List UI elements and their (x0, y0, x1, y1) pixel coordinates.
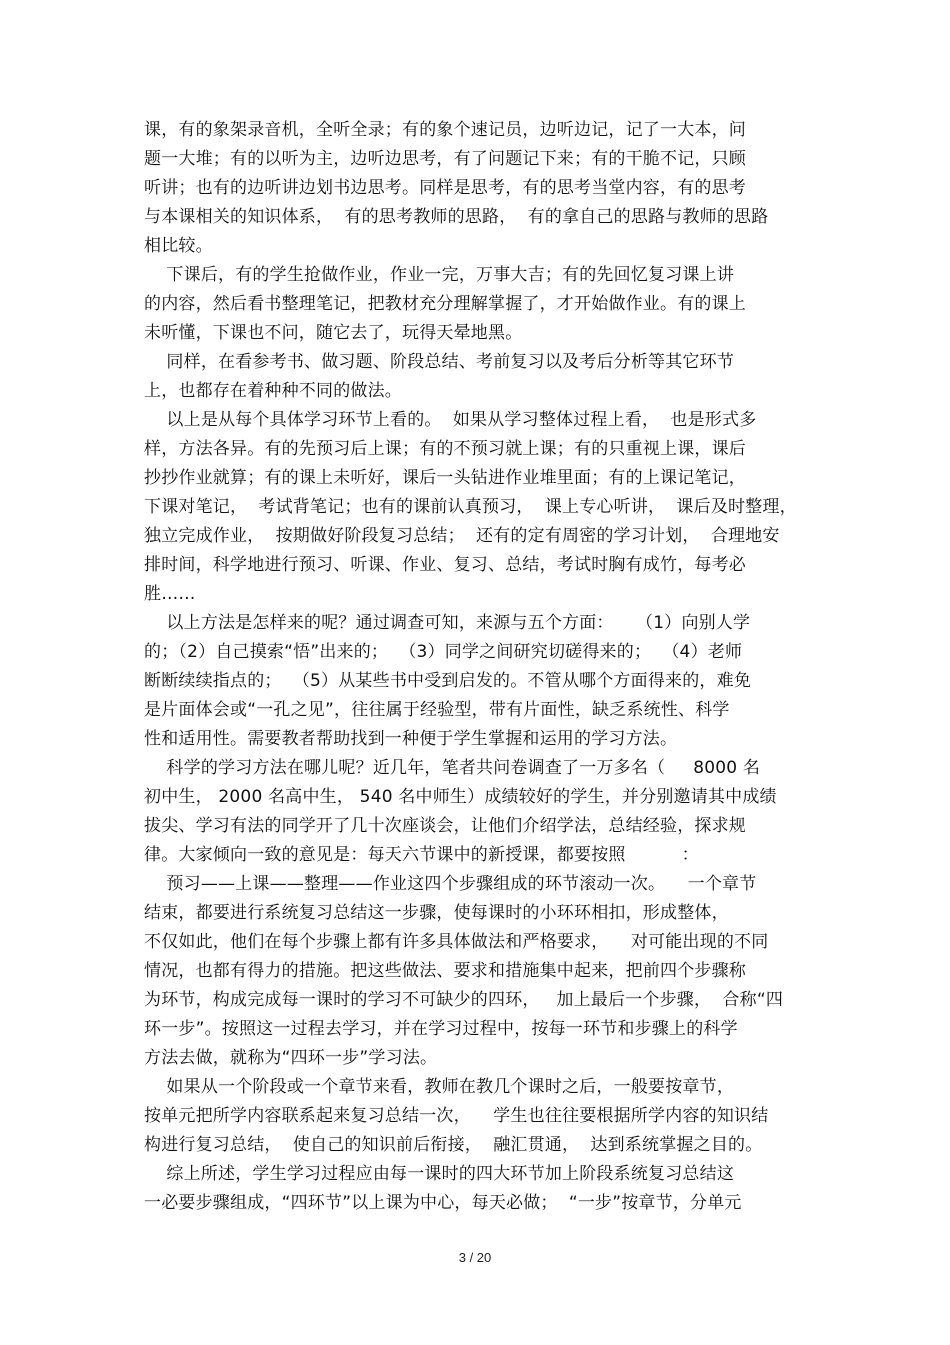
text-line: 情况，也都有得力的措施。把这些做法、要求和措施集中起来，把前四个步骤称 (144, 961, 746, 981)
text-line: 如果从一个阶段或一个章节来看，教师在教几个课时之后，一般要按章节， (144, 1077, 735, 1097)
page-number: 3 / 20 (458, 1250, 492, 1265)
text-line: 题一大堆；有的以听为主，边听边思考，有了问题记下来；有的干脆不记，只顾 (144, 149, 746, 169)
text-line: 听讲；也有的边听讲边划书边思考。同样是思考，有的思考当堂内容，有的思考 (144, 178, 746, 198)
text-line: 以上方法是怎样来的呢？通过调查可知，来源与五个方面： （1）向别人学 (144, 613, 751, 633)
text-line: 课，有的象架录音机，全听全录；有的象个速记员，边听边记，记了一大本，问 (144, 120, 746, 140)
text-line: 环一步”。按照这一过程去学习，并在学习过程中，按每一环节和步骤上的科学 (144, 1019, 738, 1039)
body-text (144, 116, 814, 1218)
text-line: 同样，在看参考书、做习题、阶段总结、考前复习以及考后分析等其它环节 (144, 352, 735, 372)
text-line: 上，也都存在着种种不同的做法。 (144, 381, 402, 401)
text-line: 律。大家倾向一致的意见是：每天六节课中的新授课，都要按照 ： (144, 845, 699, 865)
text-line: 的；（2）自己摸索“悟”出来的； （3）同学之间研究切磋得来的； （4）老师 (144, 642, 743, 662)
text-line: 相比较。 (144, 236, 213, 256)
text-line: 不仅如此，他们在每个步骤上都有许多具体做法和严格要求， 对可能出现的不同 (144, 932, 769, 952)
text-line: 断断续续指点的； （5）从某些书中受到启发的。不管从哪个方面得来的，难免 (144, 671, 752, 691)
text-line: 以上是从每个具体学习环节上看的。 如果从学习整体过程上看， 也是形式多 (144, 410, 757, 430)
text-line: 样，方法各异。有的先预习后上课；有的不预习就上课；有的只重视上课，课后 (144, 439, 746, 459)
text-line: 与本课相关的知识体系， 有的思考教师的思路， 有的拿自己的思路与教师的思路 (144, 207, 769, 227)
text-line: 初中生， 2000 名高中生， 540 名中师生）成绩较好的学生，并分别邀请其中成绩 (144, 787, 777, 807)
text-line: 预习——上课——整理——作业这四个步骤组成的环节滚动一次。 一个章节 (144, 874, 757, 894)
text-line: 综上所述，学生学习过程应由每一课时的四大环节加上阶段系统复习总结这 (144, 1164, 735, 1184)
text-line: 排时间，科学地进行预习、听课、作业、复习、总结，考试时胸有成竹，每考必 (144, 555, 746, 575)
text-line: 性和适用性。需要教者帮助找到一种便于学生掌握和运用的学习方法。 (144, 729, 678, 749)
text-line: 独立完成作业， 按期做好阶段复习总结； 还有的定有周密的学习计划， 合理地安 (144, 526, 780, 546)
text-line: 拔尖、学习有法的同学开了几十次座谈会，让他们介绍学法，总结经验，探求规 (144, 816, 746, 836)
text-line: 抄抄作业就算；有的课上未听好，课后一头钻进作业堆里面；有的上课记笔记， (144, 468, 746, 488)
text-line: 是片面体会或“一孔之见”，往往属于经验型，带有片面性，缺乏系统性、科学 (144, 700, 730, 720)
text-line: 下课对笔记， 考试背笔记；也有的课前认真预习， 课上专心听讲， 课后及时整理， (144, 497, 797, 517)
text-line: 结束，都要进行系统复习总结这一步骤，使每课时的小环环相扣，形成整体， (144, 903, 729, 923)
text-line: 方法去做，就称为“四环一步”学习法。 (144, 1048, 438, 1068)
text-line: 下课后，有的学生抢做作业，作业一完，万事大吉；有的先回忆复习课上讲 (144, 265, 735, 285)
text-line: 按单元把所学内容联系起来复习总结一次， 学生也往往要根据所学内容的知识结 (144, 1106, 769, 1126)
text-line: 的内容，然后看书整理笔记，把教材充分理解掌握了，才开始做作业。有的课上 (144, 294, 746, 314)
text-line: 一必要步骤组成，“四环节”以上课为中心，每天必做； “一步”按章节，分单元 (144, 1193, 742, 1213)
text-line: 未听懂，下课也不问，随它去了，玩得天晕地黑。 (144, 323, 523, 343)
text-line: 构进行复习总结， 使自己的知识前后衔接， 融汇贯通， 达到系统掌握之目的。 (144, 1135, 763, 1155)
text-line: 胜…… (144, 584, 196, 604)
text-line: 为环节，构成完成每一课时的学习不可缺少的四环， 加上最后一个步骤， 合称“四 (144, 990, 784, 1010)
text-line: 科学的学习方法在哪儿呢？近几年，笔者共问卷调查了一万多名（ 8000 名 (144, 758, 761, 778)
